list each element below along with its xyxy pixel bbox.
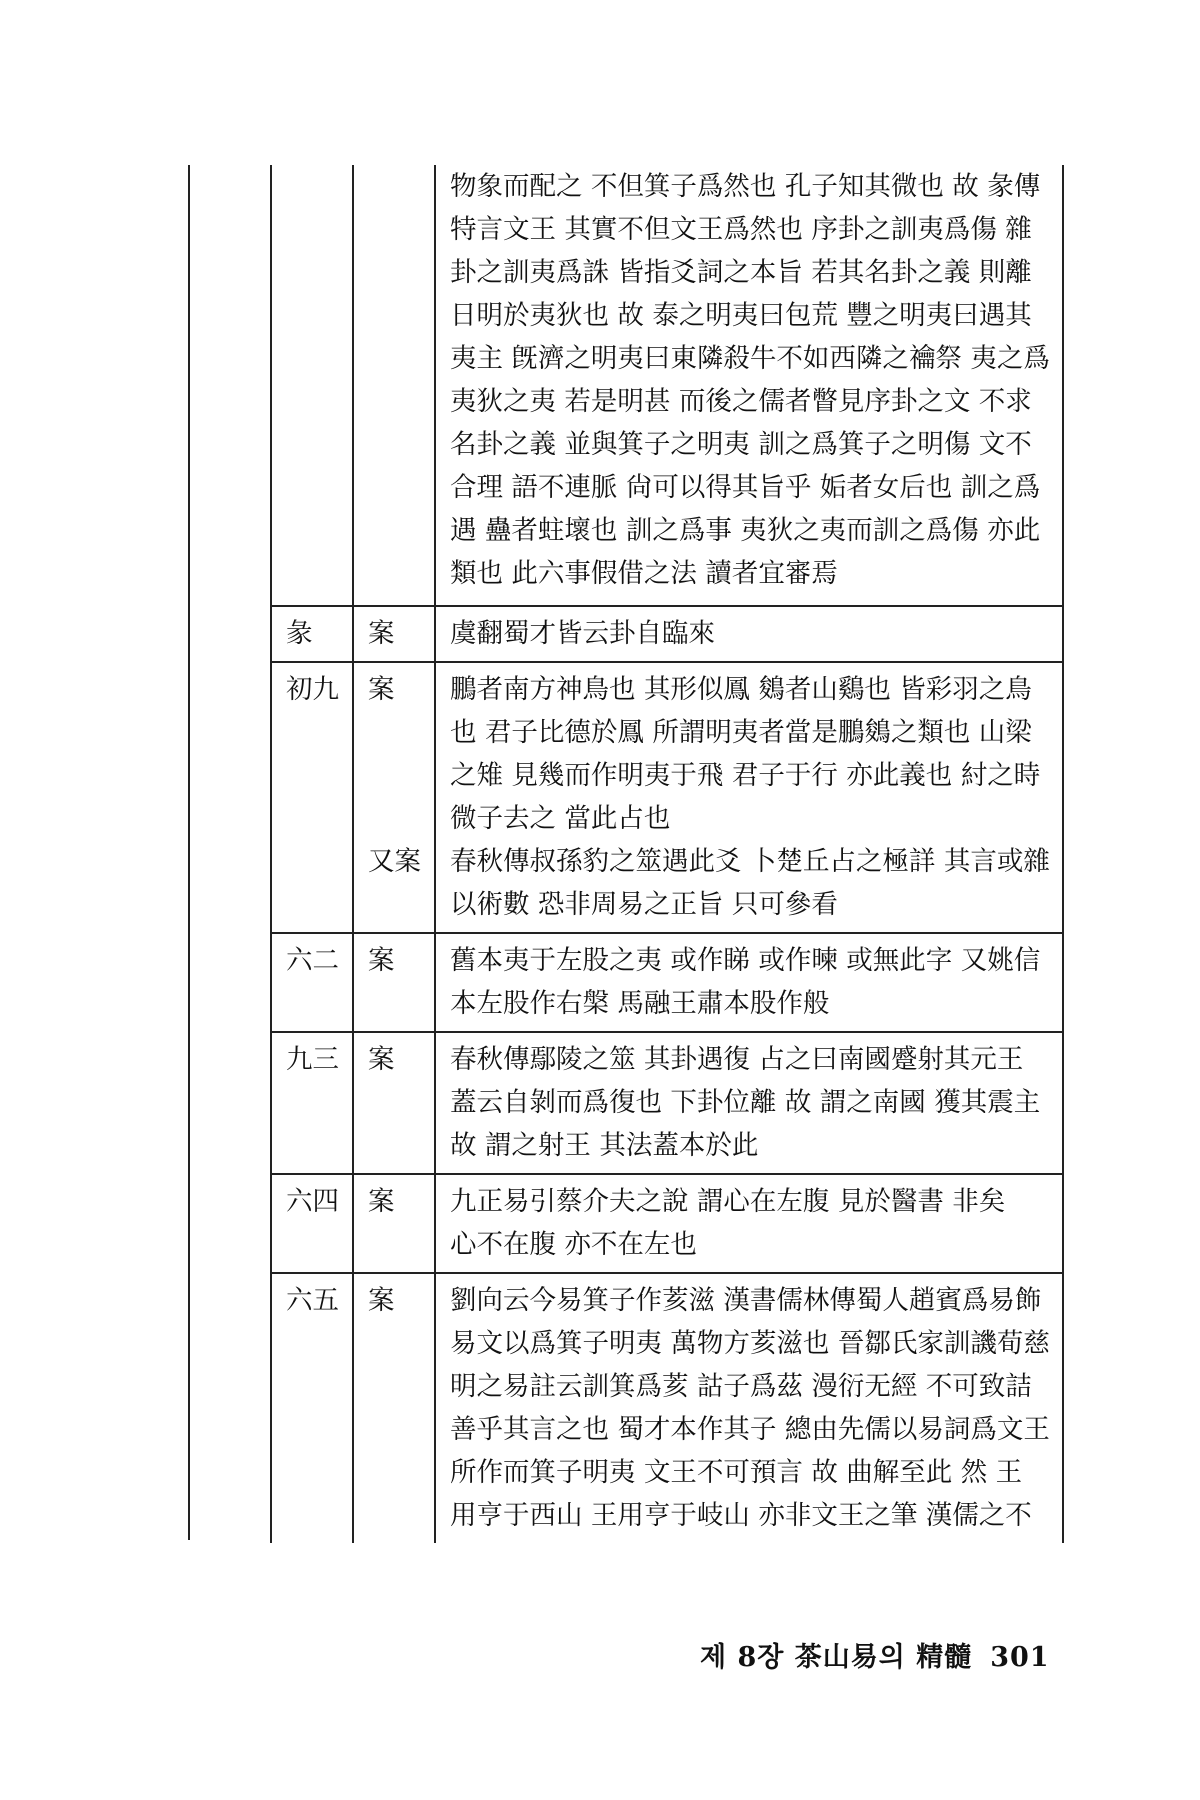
page-number: 301: [990, 1642, 1050, 1673]
text-line: 日明於夷狄也 故 泰之明夷曰包荒 豐之明夷曰遇其: [450, 300, 1032, 331]
text-line: 也 君子比德於鳳 所謂明夷者當是鵬鵕之類也 山梁: [450, 717, 1032, 748]
note-type-cell: [354, 663, 436, 932]
commentary-cell: [436, 1274, 1062, 1543]
text-line: 心不在腹 亦不在左也: [450, 1229, 697, 1260]
table-row-chujiu: [272, 661, 1062, 932]
line-label-cell: [272, 607, 354, 661]
text-line: 之雉 見幾而作明夷于飛 君子于行 亦此義也 紂之時: [450, 760, 1041, 791]
note-type-cell: [354, 607, 436, 661]
line-label: 初九: [286, 674, 339, 705]
left-margin-rule: [188, 165, 190, 1540]
text-line: 以術數 恐非周易之正旨 只可參看: [450, 889, 838, 920]
text-line: 鵬者南方神鳥也 其形似鳳 鵕者山鷄也 皆彩羽之鳥: [450, 674, 1032, 705]
note-type: 案: [368, 1044, 395, 1075]
table-row-liusi: [272, 1173, 1062, 1272]
text-line: 用亨于西山 王用亨于岐山 亦非文王之筆 漢儒之不: [450, 1500, 1032, 1531]
line-label: 六五: [286, 1285, 339, 1316]
text-line: 虞翻蜀才皆云卦自臨來: [450, 618, 715, 649]
note-type-cell: [354, 165, 436, 605]
line-label-cell: [272, 1175, 354, 1272]
line-label-cell: [272, 934, 354, 1031]
note-type: 案: [368, 618, 395, 649]
text-line: 春秋傳鄢陵之筮 其卦遇復 占之曰南國蹙射其元王: [450, 1044, 1024, 1075]
line-label-cell: [272, 1033, 354, 1173]
note-type-cell: [354, 934, 436, 1031]
text-line: 類也 此六事假借之法 讀者宜審焉: [450, 558, 838, 589]
text-line: 春秋傳叔孫豹之筮遇此爻 卜楚丘占之極詳 其言或雜: [450, 846, 1050, 877]
table-row-jiusan: [272, 1031, 1062, 1173]
table-row-liuwu: [272, 1272, 1062, 1543]
text-line: 夷狄之夷 若是明甚 而後之儒者瞥見序卦之文 不求: [450, 386, 1032, 417]
text-line: 舊本夷于左股之夷 或作睇 或作暕 或無此字 又姚信: [450, 945, 1041, 976]
chapter-title: 제 8장 茶山易의 精髓: [700, 1642, 973, 1673]
note-type-cell: [354, 1274, 436, 1543]
note-type: 案: [368, 1186, 395, 1217]
text-line: 合理 語不連脈 尙可以得其旨乎 姤者女后也 訓之爲: [450, 472, 1041, 503]
text-line: 劉向云今易箕子作荄滋 漢書儒林傳蜀人趙賓爲易飾: [450, 1285, 1042, 1316]
text-line: 夷主 旣濟之明夷曰東隣殺牛不如西隣之禴祭 夷之爲: [450, 343, 1050, 374]
commentary-cell: [436, 1175, 1062, 1272]
commentary-cell: [436, 934, 1062, 1031]
sub-note-type: 又案: [368, 846, 421, 877]
text-line: 物象而配之 不但箕子爲然也 孔子知其微也 故 彖傳: [450, 171, 1041, 202]
text-line: 明之易註云訓箕爲荄 詁子爲茲 漫衍无經 不可致詰: [450, 1371, 1032, 1402]
text-line: 特言文王 其實不但文王爲然也 序卦之訓夷爲傷 雜: [450, 214, 1032, 245]
commentary-cell: [436, 165, 1062, 605]
text-line: 所作而箕子明夷 文王不可預言 故 曲解至此 然 王: [450, 1457, 1023, 1488]
text-line: 蓋云自剝而爲復也 下卦位離 故 謂之南國 獲其震主: [450, 1087, 1041, 1118]
text-line: 善乎其言之也 蜀才本作其子 總由先儒以易詞爲文王: [450, 1414, 1050, 1445]
table-row-liuer: [272, 932, 1062, 1031]
table-row-tuan: [272, 605, 1062, 661]
note-type: 案: [368, 674, 395, 705]
page-footer: [700, 1635, 1050, 1674]
text-line: 名卦之義 並與箕子之明夷 訓之爲箕子之明傷 文不: [450, 429, 1032, 460]
line-label-cell: [272, 663, 354, 932]
text-line: 本左股作右槃 馬融王肅本股作般: [450, 988, 830, 1019]
line-label: 彖: [286, 618, 313, 649]
line-label: 九三: [286, 1044, 339, 1075]
note-type-cell: [354, 1175, 436, 1272]
text-line: 九正易引蔡介夫之說 謂心在左腹 見於醫書 非矣: [450, 1186, 1006, 1217]
line-label-cell: [272, 1274, 354, 1543]
note-type: 案: [368, 945, 395, 976]
commentary-cell: [436, 607, 1062, 661]
text-line: 遇 蠱者蛀壞也 訓之爲事 夷狄之夷而訓之爲傷 亦此: [450, 515, 1041, 546]
note-type: 案: [368, 1285, 395, 1316]
commentary-table: [270, 165, 1064, 1543]
line-label: 六二: [286, 945, 339, 976]
table-row-continuation: [272, 165, 1062, 605]
commentary-cell: [436, 663, 1062, 932]
text-line: 卦之訓夷爲誅 皆指爻詞之本旨 若其名卦之義 則離: [450, 257, 1032, 288]
commentary-cell: [436, 1033, 1062, 1173]
text-line: 故 謂之射王 其法蓋本於此: [450, 1130, 759, 1161]
text-line: 易文以爲箕子明夷 萬物方荄滋也 晉鄒氏家訓譏荀慈: [450, 1328, 1050, 1359]
text-line: 微子去之 當此占也: [450, 803, 671, 834]
note-type-cell: [354, 1033, 436, 1173]
line-label: 六四: [286, 1186, 339, 1217]
line-label-cell: [272, 165, 354, 605]
